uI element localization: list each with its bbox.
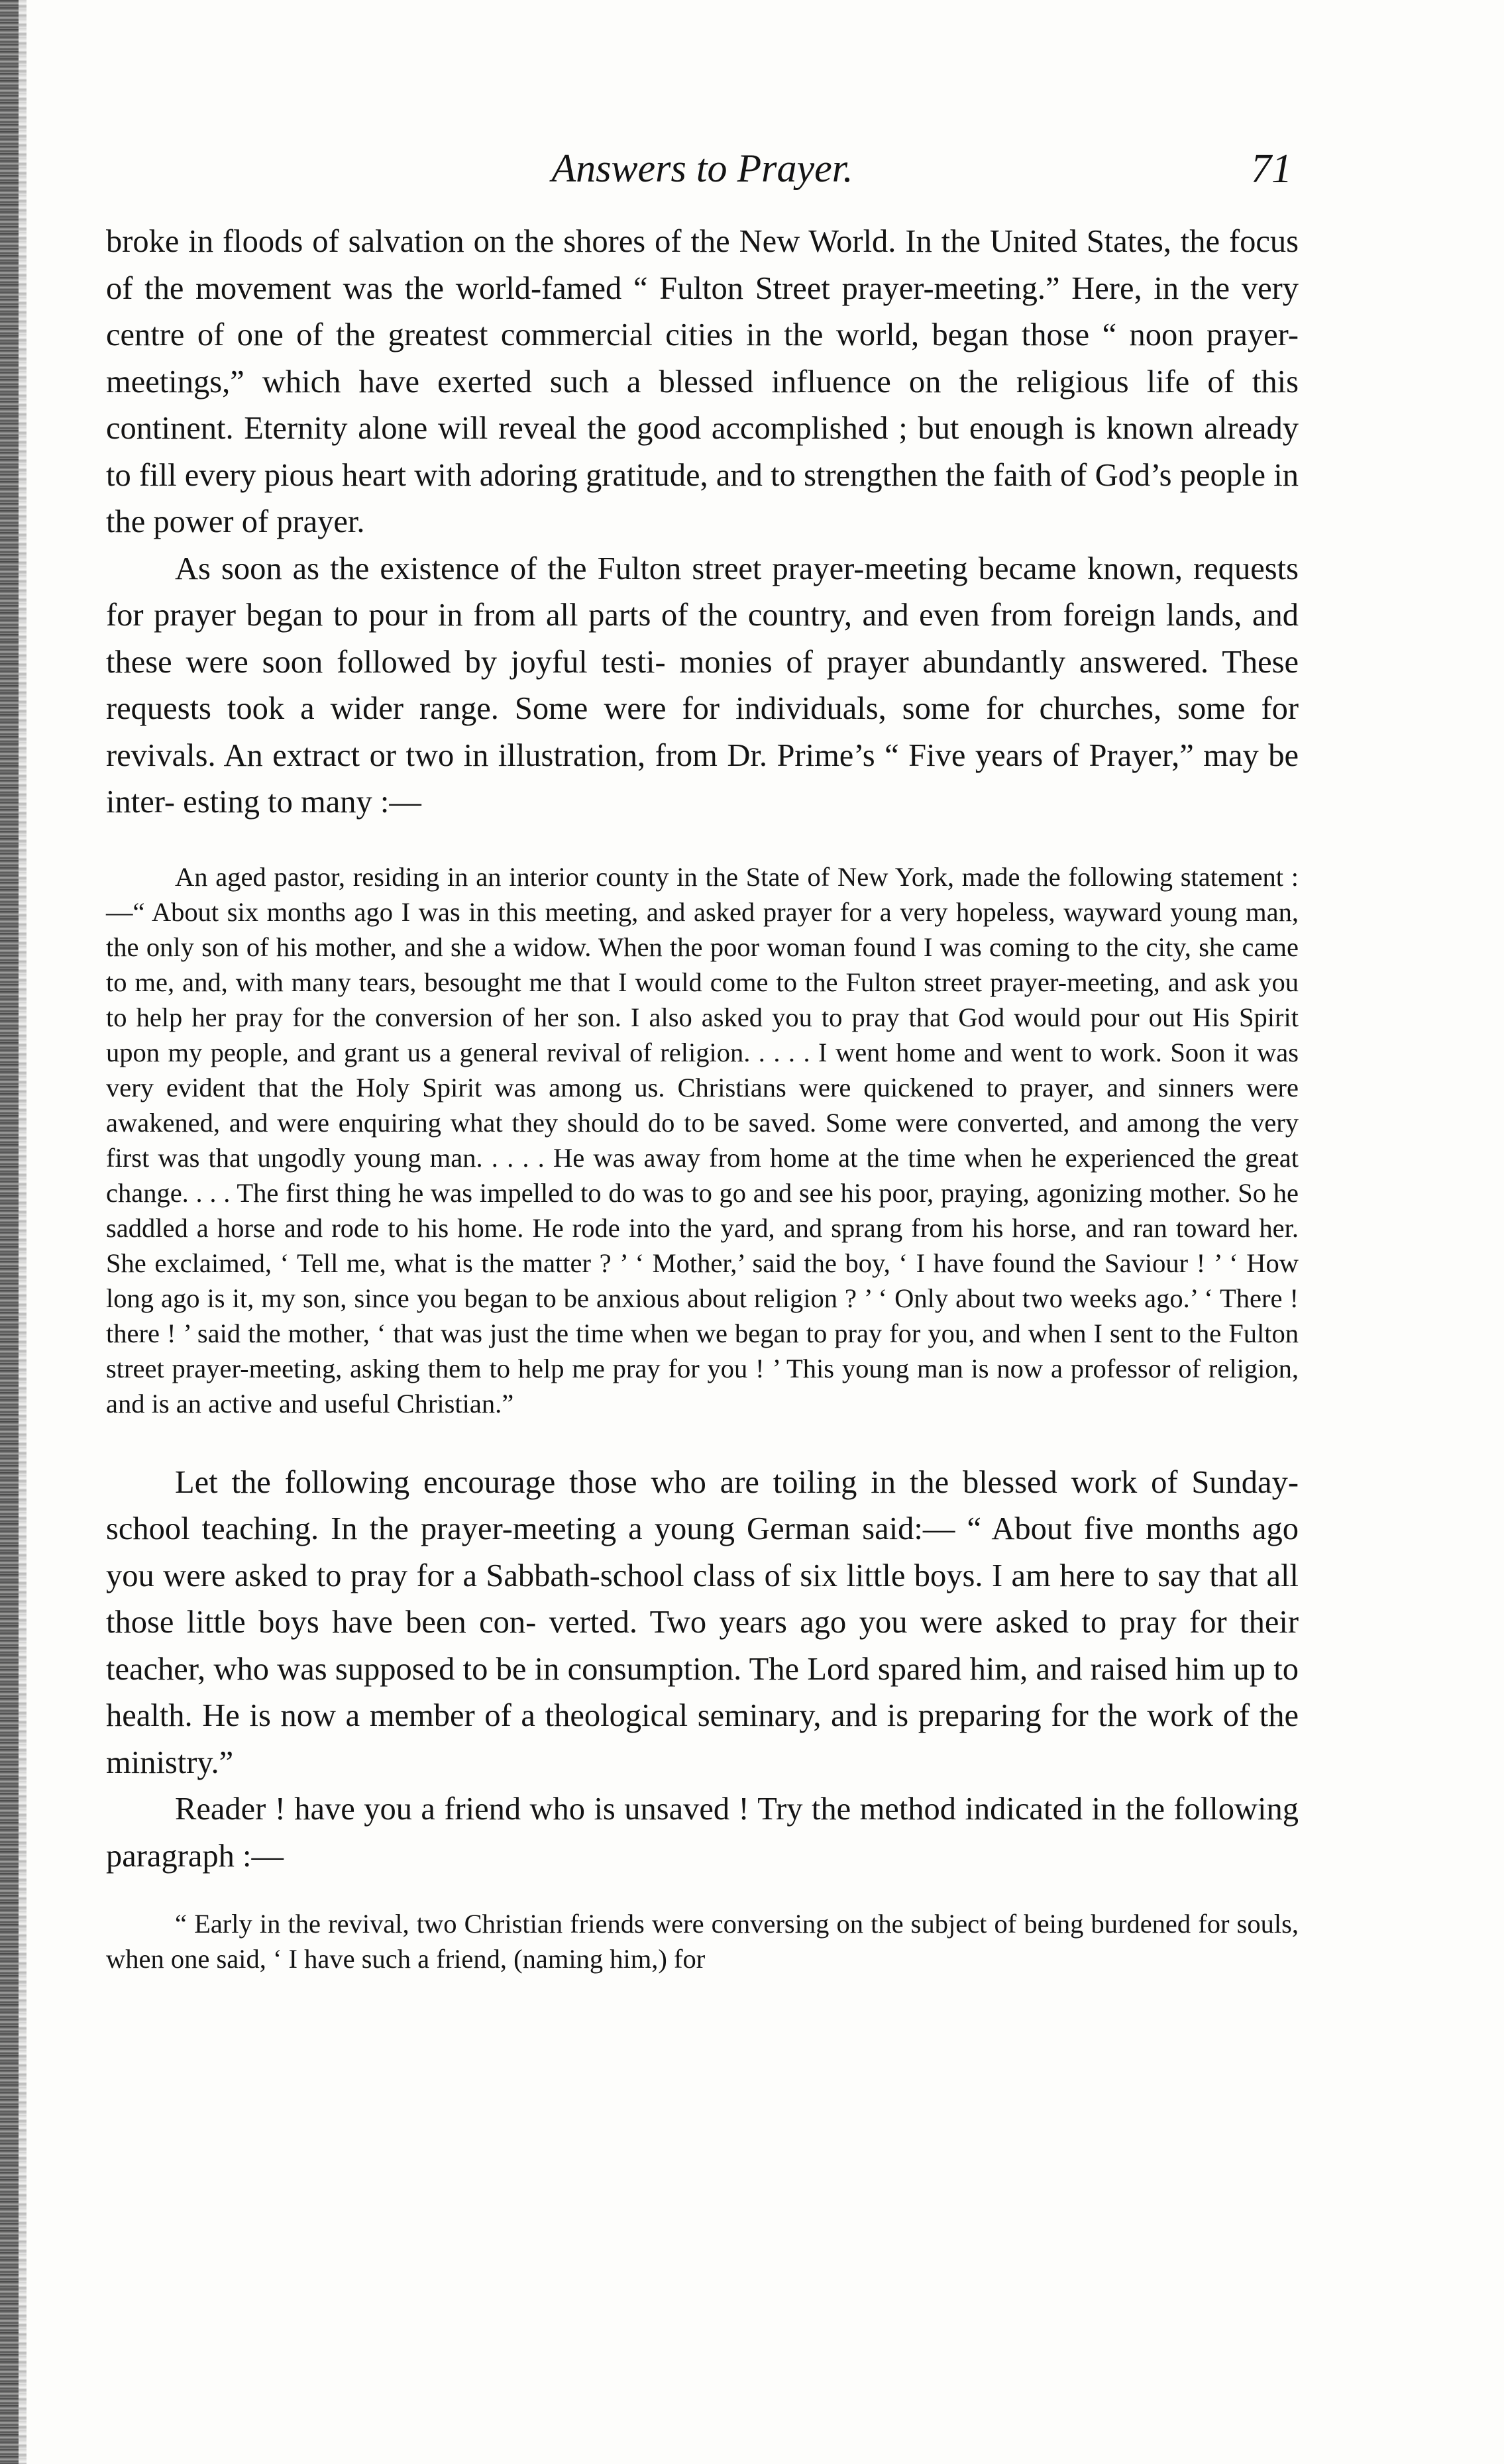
block-quote-aged-pastor: An aged pastor, residing in an interior county in the State of New York, made the following statement :—“ About six months ago I was in this meeting, and asked prayer for a very hopeless, wayward young man, the only son of his mother, and she a widow. When the poor woman found I was coming to the city, she came to me, and, with many tears, besought me that I would come to the Fulton street prayer-meeting, and ask you to help her pray for the conversion of her son. I also asked you to pray that God would pour out His Spirit upon my people, and grant us a general revival of religion. . . . . I went home and went to work. Soon it was very evident that the Holy Spirit was among us. Christians were quickened to prayer, and sinners were awakened, and were enquiring what they should do to be saved. Some were converted, and among the very first was that ungodly young man. . . . . He was away from home at the time when he experienced the great change. . . . The first thing he was impelled to do was to go and see his poor, praying, agonizing mother. So he saddled a horse and rode to his home. He rode into the yard, and sprang from his horse, and ran toward her. She exclaimed, ‘ Tell me, what is the matter ? ’ ‘ Mother,’ said the boy, ‘ I have found the Saviour ! ’ ‘ How long ago is it, my son, since you began to be anxious about religion ? ’ ‘ Only about two weeks ago.’ ‘ There ! there ! ’ said the mother, ‘ that was just the time when we began to pray for you, and when I sent to the Fulton street prayer-meeting, asking them to help me pray for you ! ’ This young man is now a professor of religion, and is an active and useful Christian.” [106,861,1299,1419]
running-head [106,133,1299,205]
binding-edge [0,0,19,2464]
running-title: Answers to Prayer. [551,146,853,190]
book-page [106,133,1299,1976]
paragraph-continuation: broke in floods of salvation on the shores of the New World. In the United States, the focus of the movement was the world-famed “ Fulton Street prayer-meeting.” Here, in the very centre of one of the greatest commercial cities in the world, began those “ noon prayer-meetings,” which have exerted such a blessed influence on the religious life of this continent. Eternity alone will reveal the good accomplished ; but enough is known already to fill every pious heart with adoring gratitude, and to strengthen the faith of God’s people in the power of prayer. [106,224,1299,539]
paragraph-reader-appeal: Reader ! have you a friend who is unsaved ! Try the method indicated in the following paragraph :— [106,1792,1299,1874]
paragraph-fulton-requests: As soon as the existence of the Fulton street prayer-meeting became known, requests for prayer began to pour in from all parts of the country, and even from foreign lands, and these were soon followed by joyful testi- monies of prayer abundantly answered. These requests took a wider range. Some were for individuals, some for churches, some for revivals. An extract or two in illustration, from Dr. Prime’s “ Five years of Prayer,” may be inter- esting to many :— [106,551,1299,820]
block-quote-early-revival: “ Early in the revival, two Christian friends were conversing on the subject of being burdened for souls, when one said, ‘ I have such a friend, (naming him,) for [106,1909,1299,1974]
page-number: 71 [1251,146,1292,191]
binding-edge-shadow [19,0,27,2464]
paragraph-sunday-school: Let the following encourage those who are toiling in the blessed work of Sunday-school teaching. In the prayer-meeting a young German said:— “ About five months ago you were asked to pray for a Sabbath-school class of six little boys. I am here to say that all those little boys have been con- verted. Two years ago you were asked to pray for their teacher, who was supposed to be in consumption. The Lord spared him, and raised him up to health. He is now a member of a theological seminary, and is preparing for the work of the ministry.” [106,1464,1299,1780]
